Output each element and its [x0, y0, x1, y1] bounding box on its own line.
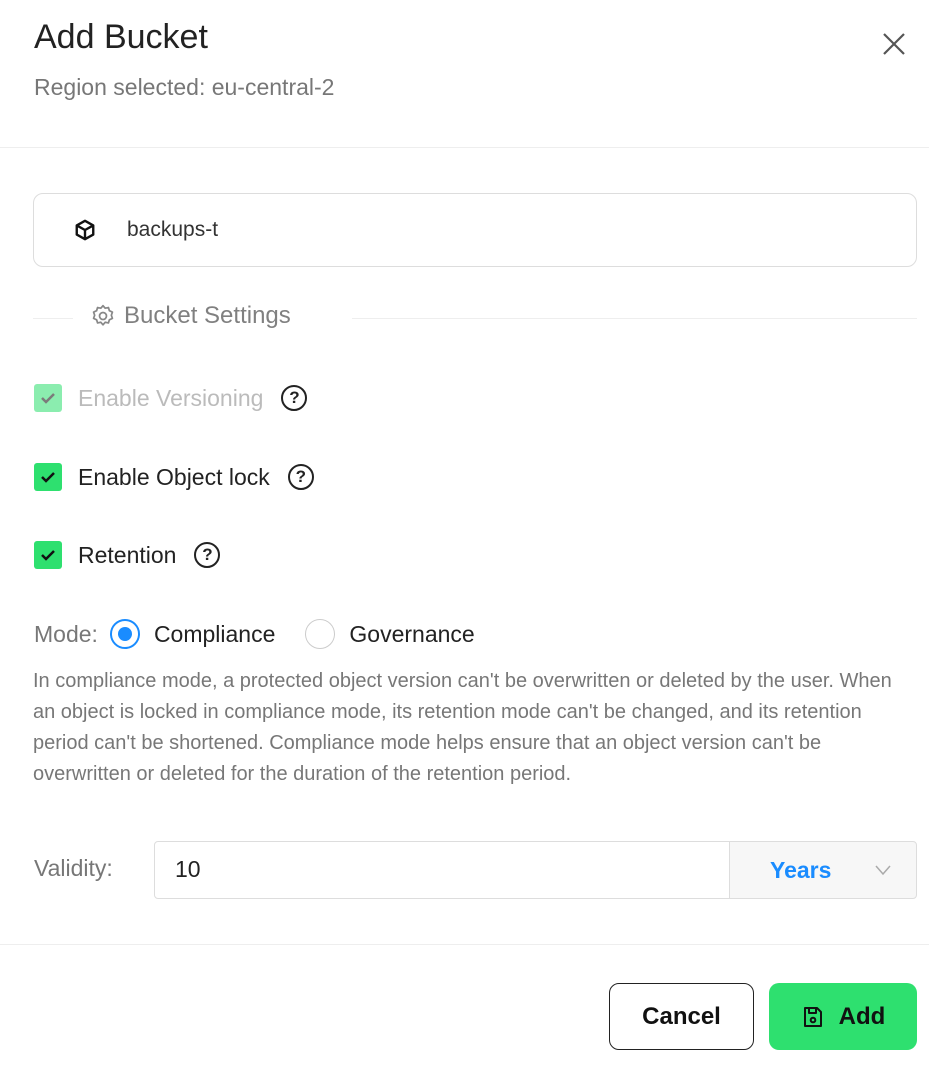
validity-input[interactable]: 10: [154, 841, 731, 899]
option-enable-object-lock: [34, 463, 314, 491]
gear-icon: [90, 303, 116, 329]
retention-checkbox[interactable]: [34, 541, 62, 569]
save-icon: [801, 1005, 825, 1029]
help-icon[interactable]: ?: [288, 464, 314, 490]
validity-unit-select[interactable]: [729, 841, 917, 899]
validity-label: Validity:: [34, 855, 113, 881]
bucket-name-value: backups-t: [127, 218, 219, 241]
header-divider: [0, 147, 929, 148]
add-button-label: Add: [838, 1002, 886, 1030]
footer-divider: [0, 944, 929, 945]
mode-label: Mode:: [34, 620, 98, 647]
bucket-settings-heading: [90, 302, 291, 330]
mode-selector: [34, 619, 475, 649]
compliance-radio[interactable]: [110, 619, 140, 649]
dialog-title: Add Bucket: [34, 18, 208, 56]
divider: [33, 318, 73, 319]
object-lock-label: Enable Object lock: [78, 463, 270, 490]
governance-radio[interactable]: [305, 619, 335, 649]
versioning-checkbox[interactable]: [34, 384, 62, 412]
bucket-name-input[interactable]: [33, 193, 917, 267]
add-button[interactable]: [769, 983, 917, 1050]
help-icon[interactable]: ?: [194, 542, 220, 568]
region-subtitle: Region selected: eu-central-2: [34, 74, 335, 100]
validity-unit-value: Years: [770, 856, 832, 883]
chevron-down-icon: [874, 864, 892, 876]
divider: [352, 318, 917, 319]
object-lock-checkbox[interactable]: [34, 463, 62, 491]
help-icon[interactable]: ?: [281, 385, 307, 411]
cancel-button[interactable]: Cancel: [609, 983, 754, 1050]
option-retention: [34, 541, 220, 569]
retention-label: Retention: [78, 541, 177, 568]
bucket-settings-label: Bucket Settings: [124, 302, 291, 329]
option-enable-versioning: [34, 384, 307, 412]
mode-description: In compliance mode, a protected object version can't be overwritten or deleted by the user. When an object is locked in compliance mode, its retention mode can't be changed, and its retention period can't be shortened. Compliance mode helps ensure that an object version can't be overwritten or deleted for the duration of the retention period.: [33, 670, 892, 785]
versioning-label: Enable Versioning: [78, 384, 264, 411]
compliance-label[interactable]: Compliance: [153, 620, 276, 647]
close-icon[interactable]: [878, 28, 910, 60]
cube-icon: [74, 219, 96, 241]
governance-label[interactable]: Governance: [349, 620, 475, 647]
